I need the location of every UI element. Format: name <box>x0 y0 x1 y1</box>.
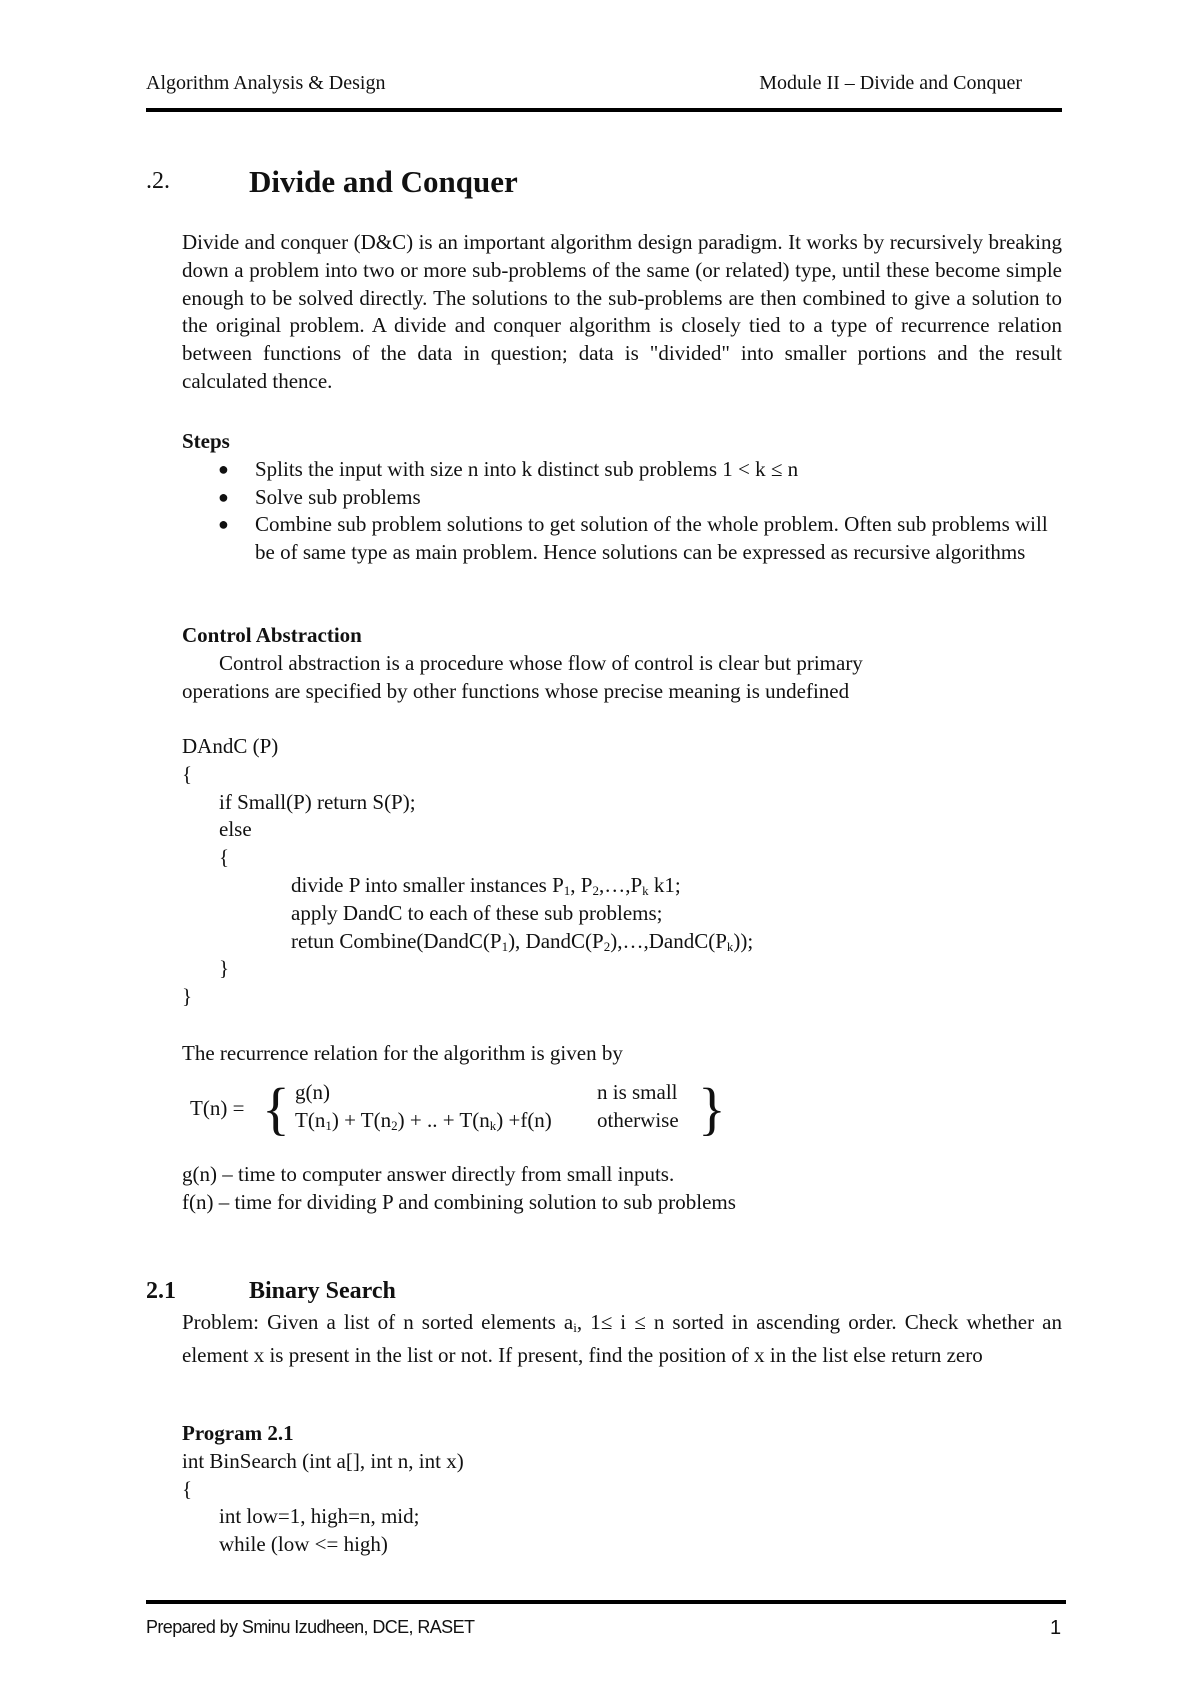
code-line: divide P into smaller instances $P_1$, $P_2,\dots,P_k$ k1; <box>291 872 681 898</box>
list-item: ● Combine sub problem solutions to get solution of the whole problem. Often sub problems will be of same type as main problem. Hence solutions can be expressed as recursive algorithms <box>218 512 1048 565</box>
recurrence-intro: The recurrence relation for the algorithm is given by <box>182 1041 623 1065</box>
code-line: if Small(P) return S(P); <box>219 789 416 814</box>
dandc-code-block <box>182 733 1062 1011</box>
steps-list <box>182 456 1062 567</box>
page-number: 1 <box>1050 1617 1062 1639</box>
bullet-icon: ● <box>218 514 229 535</box>
recurrence-equation <box>190 1072 750 1146</box>
equation-lhs: T(n) = <box>190 1096 245 1120</box>
section-title: Divide and Conquer <box>249 164 518 199</box>
code-line: { <box>182 761 193 786</box>
code-line: } <box>182 984 193 1009</box>
footer-author: Prepared by Sminu Izudheen, DCE, RASET <box>146 1617 475 1637</box>
left-brace-icon: { <box>262 1076 290 1141</box>
code-line: { <box>182 1476 193 1501</box>
control-text-line: Control abstraction is a procedure whose flow of control is clear but primary <box>219 650 863 675</box>
code-line: apply DandC to each of these sub problems; <box>291 900 663 925</box>
subsection-number: 2.1 <box>146 1278 176 1304</box>
bullet-icon: ● <box>218 486 229 507</box>
right-brace-icon: } <box>698 1076 726 1141</box>
g-definition: g(n) – time to computer answer directly from small inputs. <box>182 1162 675 1186</box>
code-line: int low=1, high=n, mid; <box>219 1504 420 1529</box>
header-rule <box>146 108 1062 112</box>
header-module: Module II – Divide and Conquer <box>759 72 1022 94</box>
equation-condition-1: n is small <box>597 1080 678 1104</box>
subsection-title: Binary Search <box>249 1278 396 1304</box>
function-definitions <box>182 1161 1062 1217</box>
intro-paragraph: Divide and conquer (D&C) is an important algorithm design paradigm. It works by recursively breaking down a problem into two or more sub-problems of the same (or related) type, until these become simple enough to be solved directly. The solutions to the sub-problems are then combined to give a solution to the original problem. A divide and conquer algorithm is closely tied to a type of recurrence relation between functions of the data in question; data is "divided" into smaller portions and the result calculated thence. <box>182 230 1062 393</box>
f-definition: f(n) – time for dividing P and combining solution to sub problems <box>182 1189 736 1214</box>
code-line: } <box>219 956 230 981</box>
control-text-line: operations are specified by other functions whose precise meaning is undefined <box>182 678 850 703</box>
header-title: Algorithm Analysis & Design <box>146 72 386 94</box>
code-line: int BinSearch (int a[], int n, int x) <box>182 1448 464 1473</box>
section-number: .2. <box>146 168 170 194</box>
steps-heading: Steps <box>182 429 230 453</box>
control-abstraction-section <box>182 622 1062 705</box>
program-label: Program 2.1 <box>182 1421 294 1445</box>
code-line: while (low <= high) <box>219 1532 388 1557</box>
code-line: DAndC (P) <box>182 734 279 758</box>
code-line: else <box>219 817 252 842</box>
binary-search-problem: Problem: Given a list of n sorted elements $a_i$, 1≤ i ≤ n sorted in ascending order. Check whether an element x is present in the list or not. If present, find the position of x in the list else return zero <box>182 1310 1062 1367</box>
steps-section <box>182 428 1062 567</box>
control-heading: Control Abstraction <box>182 623 362 647</box>
code-line: retun $Combine(DandC(P_1)$, $DandC(P_2),\dots,DandC(P_k)$); <box>291 928 754 954</box>
bullet-icon: ● <box>218 458 229 479</box>
footer-rule <box>146 1600 1066 1604</box>
program-block <box>182 1420 1062 1559</box>
list-item: ● Solve sub problems <box>182 484 1062 512</box>
equation-case-1: g(n) <box>295 1080 330 1104</box>
list-item: ● Splits the input with size n into k distinct sub problems 1 < k ≤ n <box>182 456 1062 484</box>
code-line: { <box>219 845 230 870</box>
equation-condition-2: otherwise <box>597 1108 679 1132</box>
equation-case-2: $T(n_1) + T(n_2)$ + .. + $T(n_k) +f(n)$ <box>295 1108 552 1133</box>
